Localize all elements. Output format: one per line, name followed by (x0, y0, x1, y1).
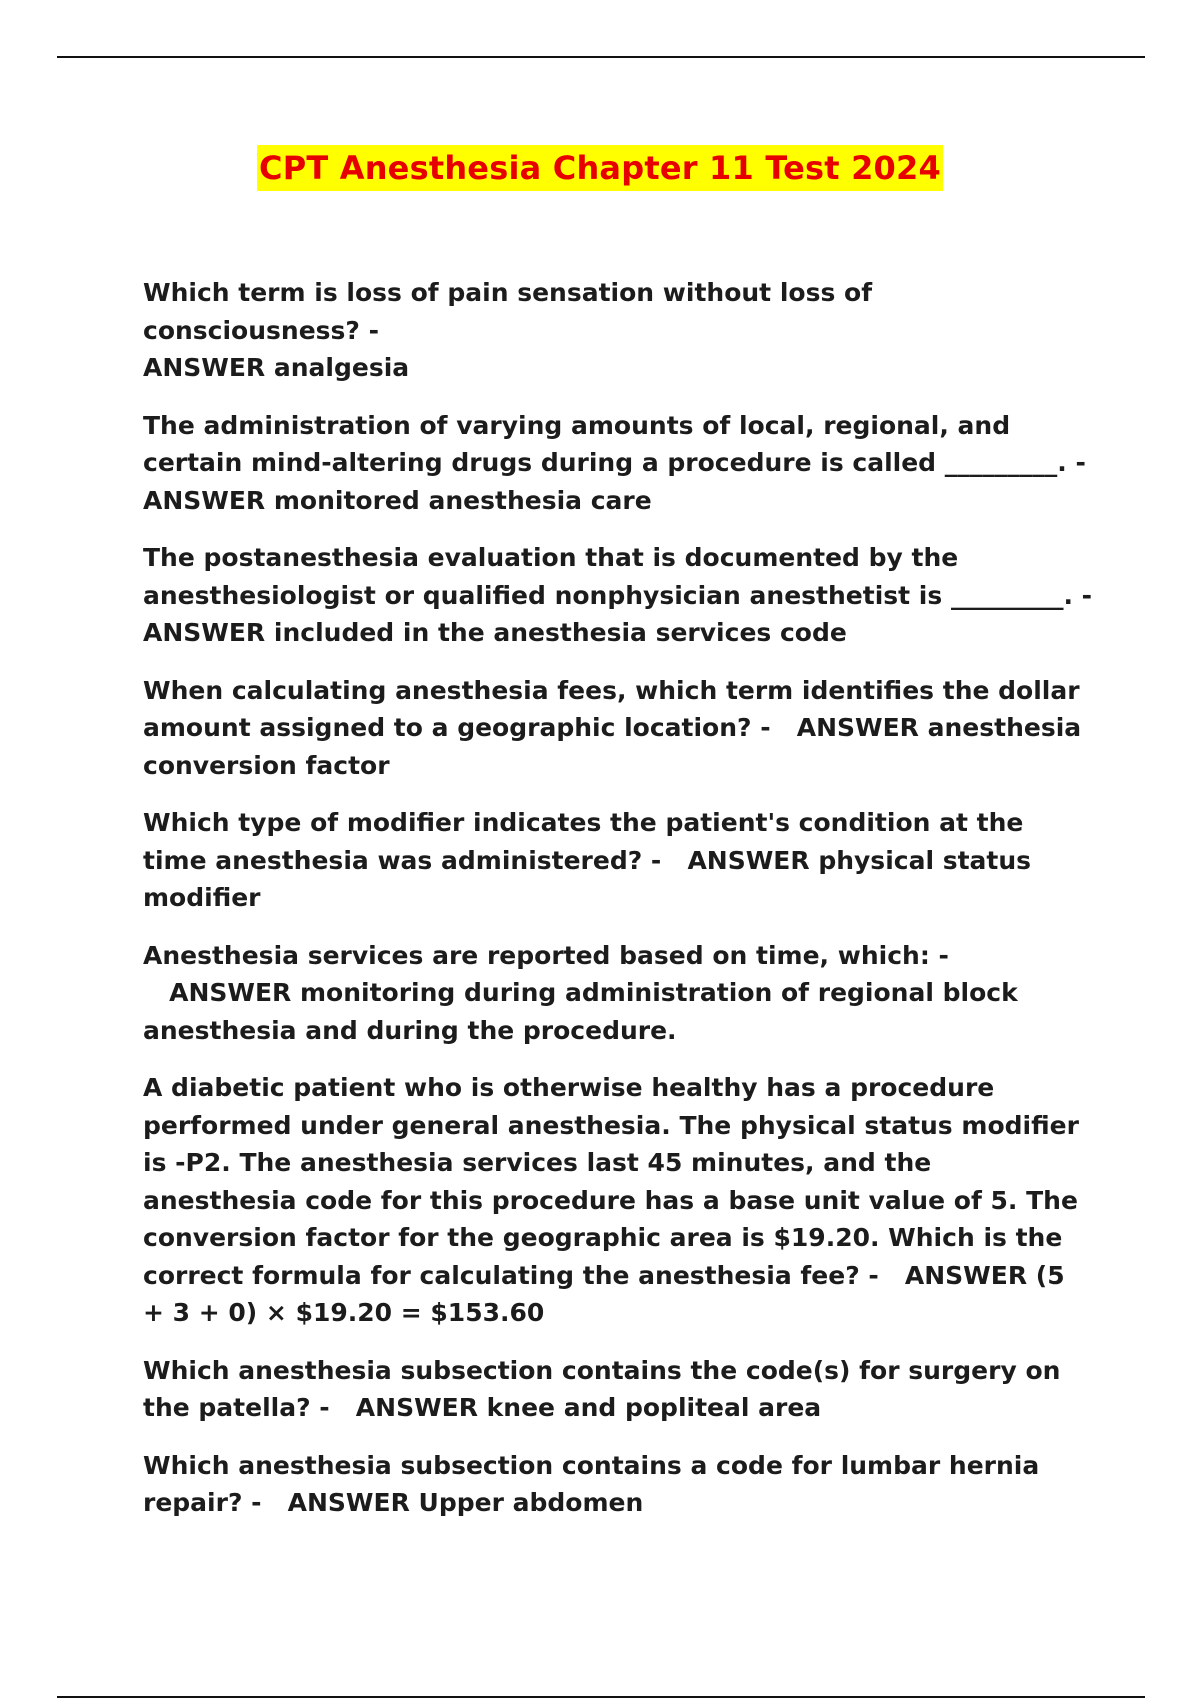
qa-item (143, 937, 1093, 1050)
qa-item (143, 672, 1093, 785)
question-text: The postanesthesia evaluation that is documented by the anesthesiologist or qualified nonphysician anesthetist is _________. - (143, 543, 1093, 610)
qa-item (143, 1069, 1093, 1332)
question-text: Which term is loss of pain sensation without loss of consciousness? - (143, 278, 873, 345)
question-text: The administration of varying amounts of local, regional, and certain mind-altering drugs during a procedure is called _________. - (143, 410, 1086, 477)
answer-text: ANSWER included in the anesthesia services code (143, 618, 847, 647)
title-block (0, 145, 1200, 191)
qa-item (143, 1447, 1093, 1522)
question-text: When calculating anesthesia fees, which term identifies the dollar amount assigned to a geographic location? - (143, 675, 1080, 742)
qa-item (143, 804, 1093, 917)
answer-text: ANSWER analgesia (143, 353, 410, 382)
answer-text: ANSWER (5 + 3 + 0) × $19.20 = $153.60 (143, 1260, 1065, 1327)
question-text: Which anesthesia subsection contains the code(s) for surgery on the patella? - (143, 1355, 1061, 1422)
qa-item (143, 1352, 1093, 1427)
qa-item (143, 539, 1093, 652)
answer-text: ANSWER knee and popliteal area (355, 1393, 822, 1422)
top-divider (57, 56, 1145, 58)
answer-text: ANSWER monitoring during administration of regional block anesthesia and during the procedure. (143, 978, 1018, 1045)
bottom-divider (57, 1696, 1145, 1698)
answer-text: ANSWER anesthesia conversion factor (143, 713, 1082, 780)
question-text: Which anesthesia subsection contains a code for lumbar hernia repair? - (143, 1450, 1040, 1517)
answer-text: ANSWER physical status modifier (143, 845, 1032, 912)
question-text: Anesthesia services are reported based on time, which: - (143, 940, 949, 970)
qa-item (143, 407, 1093, 520)
question-text: Which type of modifier indicates the patient's condition at the time anesthesia was administered? - (143, 808, 1024, 875)
question-text: A diabetic patient who is otherwise healthy has a procedure performed under general anesthesia. The physical status modifier is -P2. The anesthesia services last 45 minutes, and the anesthesia code for this procedure has a base unit value of 5. The conversion factor for the geographic area is $19.20. Which is the correct formula for calculating the anesthesia fee? - (143, 1073, 1079, 1290)
answer-text: ANSWER Upper abdomen (287, 1488, 644, 1517)
qa-list (143, 274, 1093, 1542)
page-title: CPT Anesthesia Chapter 11 Test 2024 (257, 145, 943, 191)
qa-item (143, 274, 1093, 387)
answer-text: ANSWER monitored anesthesia care (143, 485, 652, 515)
